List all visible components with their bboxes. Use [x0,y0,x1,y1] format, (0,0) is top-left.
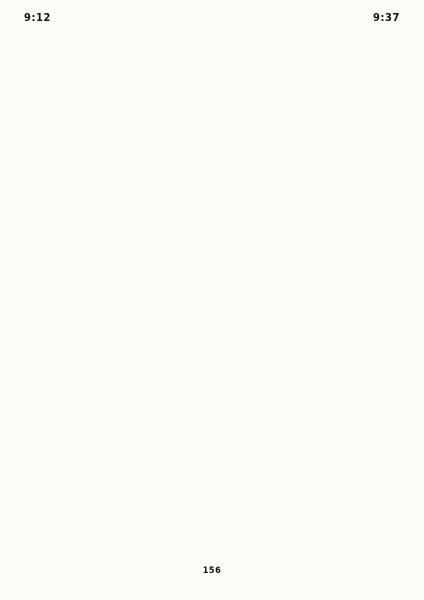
left-text-column [24,29,207,559]
right-chapter-verse-ref: 9:37 [372,11,400,24]
left-chapter-verse-ref: 9:12 [24,11,52,24]
page-number: 156 [202,566,222,576]
right-text-column [217,29,400,559]
running-head [24,11,400,24]
